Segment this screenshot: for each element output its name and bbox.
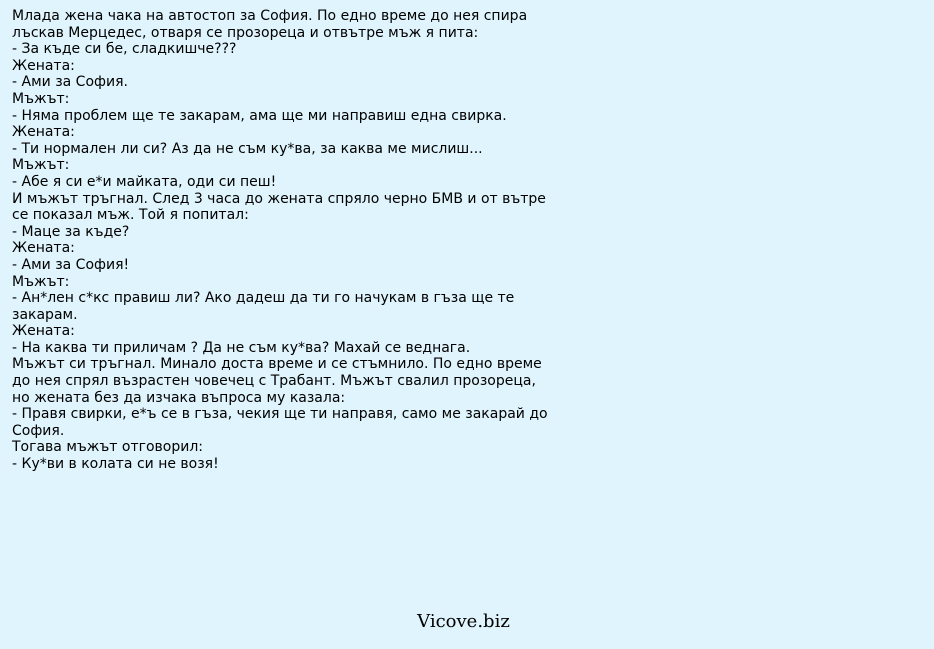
joke-text: [12, 8, 922, 473]
joke-line: - На каква ти приличам ? Да не съм ку*ва? Махай се веднага.: [12, 339, 471, 356]
joke-line: - Абе я си е*и майката, оди си пеш!: [12, 173, 277, 190]
joke-line: Жената:: [12, 323, 75, 340]
joke-line: - Ами за София!: [12, 256, 130, 273]
joke-line: Мъжът:: [12, 90, 70, 107]
joke-line: Мъжът:: [12, 157, 70, 174]
joke-line: Мъжът:: [12, 273, 70, 290]
joke-line: - Ти нормален ли си? Аз да не съм ку*ва, за каква ме мислиш...: [12, 140, 483, 157]
joke-line: Жената:: [12, 124, 75, 141]
joke-line: до нея спрял възрастен човечец с Трабант. Мъжът свалил прозореца,: [12, 373, 536, 390]
joke-line: София.: [12, 422, 65, 439]
joke-line: Мъжът си тръгнал. Минало доста време и се стъмнило. По едно време: [12, 356, 542, 373]
joke-line: но жената без да изчака въпроса му казала:: [12, 389, 346, 406]
joke-line: - Ан*лен с*кс правиш ли? Ако дадеш да ти го начукам в гъза ще те: [12, 290, 515, 307]
joke-line: И мъжът тръгнал. След 3 часа до жената спряло черно БМВ и от вътре: [12, 190, 546, 207]
joke-line: - Маце за къде?: [12, 223, 130, 240]
site-watermark: [0, 611, 934, 632]
joke-line: Жената:: [12, 57, 75, 74]
joke-line: Млада жена чака на автостоп за София. По едно време до нея спира: [12, 8, 528, 24]
joke-line: Тогава мъжът отговорил:: [12, 439, 204, 456]
joke-line: - Ами за София.: [12, 74, 128, 91]
joke-line: - Ку*ви в колата си не возя!: [12, 456, 219, 473]
joke-line: - Правя свирки, е*ъ се в гъза, чекия ще ти направя, само ме закарай до: [12, 406, 548, 423]
joke-line: - За къде си бе, сладкишче???: [12, 41, 237, 58]
joke-line: Жената:: [12, 240, 75, 257]
joke-line: закарам.: [12, 306, 78, 323]
joke-line: - Няма проблем ще те закарам, ама ще ми направиш една свирка.: [12, 107, 507, 124]
joke-line: лъскав Мерцедес, отваря се прозореца и отвътре мъж я пита:: [12, 24, 479, 41]
site-name: Vicove.biz: [417, 611, 510, 632]
joke-line: се показал мъж. Той я попитал:: [12, 207, 249, 224]
